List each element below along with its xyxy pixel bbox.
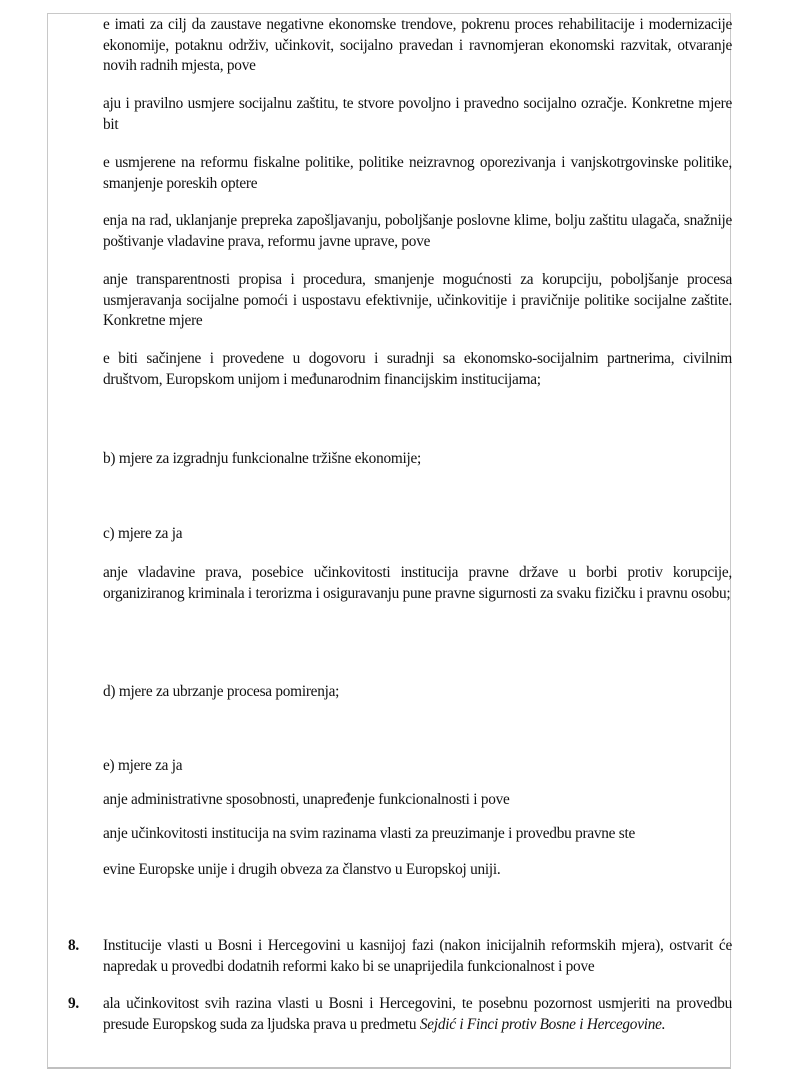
list-number: 9.	[68, 995, 79, 1012]
paragraph-measures-intro: e imati za cilj da zaustave negativne ekonomske trendove, pokrenu proces rehabilitacije i modernizacije ekonomije, potaknu održiv, učinkovit, socijalno pravedan i ravnomjeran ekonomski razvitak, otvaranje novih radnih mjesta, pove	[103, 16, 732, 74]
paragraph-rule-of-law: anje vladavine prava, posebice učinkovitosti institucija pravne države u borbi protiv korupcije, organiziranog kriminala i terorizma i osiguravanju pune pravne sigurnosti za svaku fizičku i pravnu osobu;	[103, 564, 732, 602]
paragraph-transparency: anje transparentnosti propisa i procedura, smanjenje mogućnosti za korupciju, poboljšanje procesa usmjeravanja socijalne pomoći i uspostavu efektivnije, učinkovitije i pravičnije politike socijalne zaštite. Konkretne mjere	[103, 271, 732, 329]
list-item-tail: .	[661, 1015, 666, 1033]
list-item-text: Institucije vlasti u Bosni i Hercegovini u kasnijoj fazi (nakon inicijalnih reformskih mjera), ostvarit će napredak u provedbi dodatnih reformi kako bi se unaprijedila funkcionalnost i pove	[103, 937, 732, 975]
paragraph-eu-membership: evine Europske unije i drugih obveza za članstvo u Europskoj uniji.	[103, 861, 501, 878]
paragraph-admin-capacity: anje administrativne sposobnosti, unapređenje funkcionalnosti i pove	[103, 791, 510, 808]
item-c-rule-of-law: c) mjere za ja	[103, 525, 183, 542]
document-page	[47, 13, 731, 1069]
paragraph-institutions: anje učinkovitosti institucija na svim razinama vlasti za preuzimanje i provedbu pravne ste	[103, 825, 636, 842]
case-name-italic: Sejdić i Finci protiv Bosne i Hercegovine	[419, 1015, 662, 1033]
paragraph-labour: enja na rad, uklanjanje prepreka zapošljavanju, poboljšanje poslovne klime, bolju zaštitu ulagača, snažnije poštivanje vladavine prava, reformu javne uprave, pove	[103, 212, 732, 250]
list-item-text-main: ala učinkovitost svih razina vlasti u Bosni i Hercegovini, te posebnu pozornost usmjeriti na provedbu presude Europskog suda za ljudska prava u predmetu	[103, 995, 732, 1033]
list-item-text	[103, 994, 732, 1035]
item-b-market-economy: b) mjere za izgradnju funkcionalne tržišne ekonomije;	[103, 450, 422, 467]
paragraph-social-protection: aju i pravilno usmjere socijalnu zaštitu, te stvore povoljno i pravedno socijalno ozračje. Konkretne mjere bit	[103, 95, 732, 133]
item-d-reconciliation: d) mjere za ubrzanje procesa pomirenja;	[103, 683, 340, 700]
list-number: 8.	[68, 937, 79, 954]
paragraph-partners: e biti sačinjene i provedene u dogovoru i suradnji sa ekonomsko-socijalnim partnerima, civilnim društvom, Europskom unijom i međunarodnim financijskim institucijama;	[103, 350, 732, 388]
item-e-administrative: e) mjere za ja	[103, 757, 183, 774]
paragraph-fiscal-reform: e usmjerene na reformu fiskalne politike, politike neizravnog oporezivanja i vanjskotrgovinske politike, smanjenje poreskih optere	[103, 154, 732, 192]
